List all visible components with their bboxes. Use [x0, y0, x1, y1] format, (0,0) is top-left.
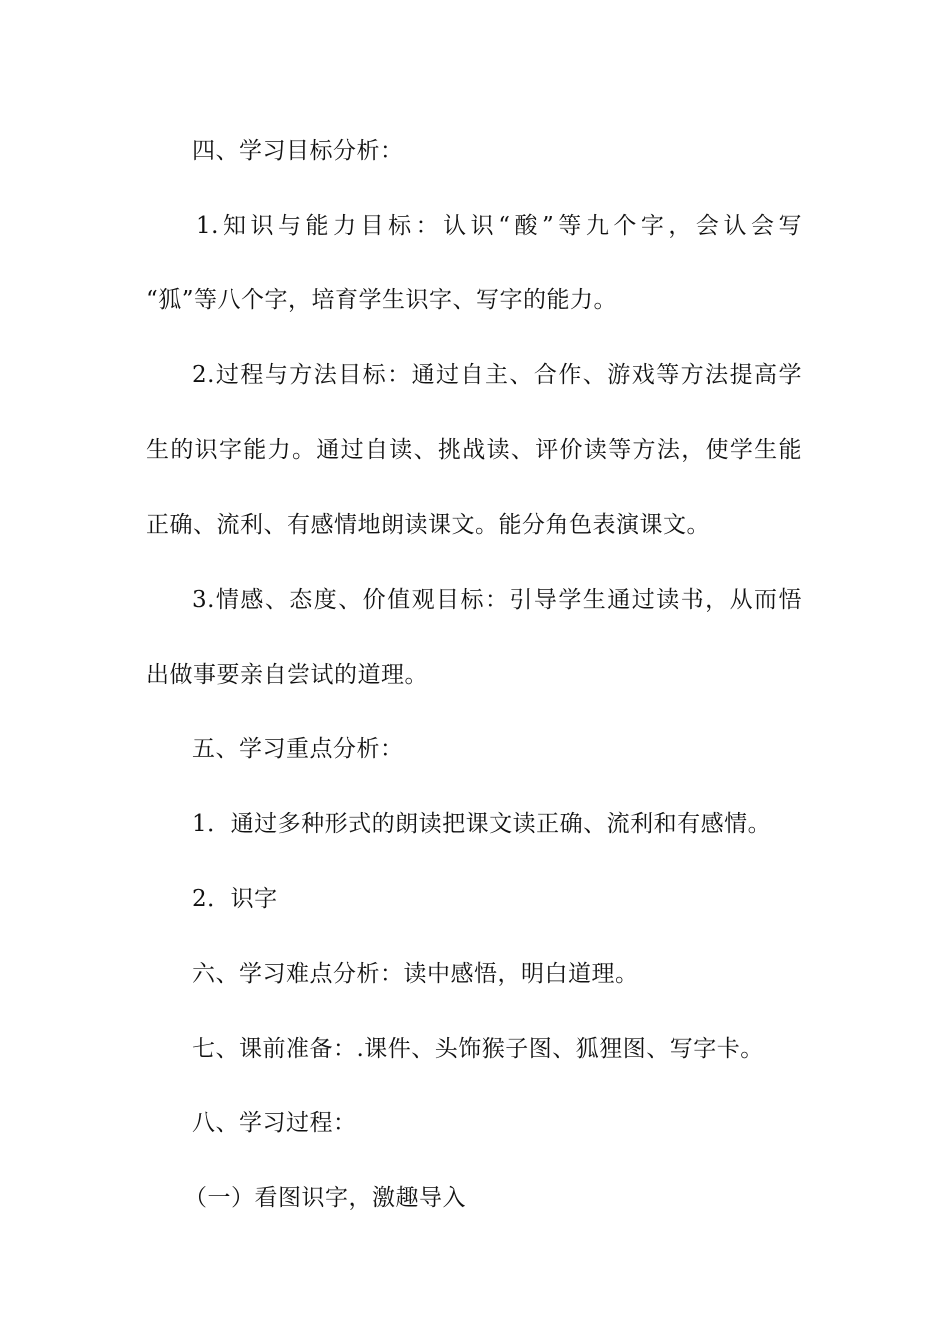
paragraph-line: 1.知识与能力目标：认识“酸”等九个字，会认会写 — [196, 213, 802, 239]
paragraph-line: 生的识字能力。通过自读、挑战读、评价读等方法，使学生能 — [146, 437, 802, 463]
section-heading-5: 五、学习重点分析： — [192, 736, 404, 762]
list-item: 2．识字 — [192, 886, 278, 912]
section-heading-8: 八、学习过程： — [192, 1110, 357, 1136]
paragraph-line: 出做事要亲自尝试的道理。 — [146, 662, 428, 688]
subsection-heading: （一）看图识字，激趣导入 — [184, 1185, 466, 1211]
paragraph-line: 正确、流利、有感情地朗读课文。能分角色表演课文。 — [146, 512, 710, 538]
section-heading-6: 六、学习难点分析：读中感悟，明白道理。 — [192, 961, 639, 987]
paragraph-line: 3.情感、态度、价值观目标：引导学生通过读书，从而悟 — [192, 587, 802, 613]
list-item: 1．通过多种形式的朗读把课文读正确、流利和有感情。 — [192, 811, 772, 837]
paragraph-line: “狐”等八个字，培育学生识字、写字的能力。 — [146, 287, 618, 313]
paragraph-line: 2.过程与方法目标：通过自主、合作、游戏等方法提高学 — [192, 362, 802, 388]
section-heading-7: 七、课前准备：.课件、头饰猴子图、狐狸图、写字卡。 — [192, 1036, 764, 1062]
section-heading-4: 四、学习目标分析： — [192, 138, 404, 164]
